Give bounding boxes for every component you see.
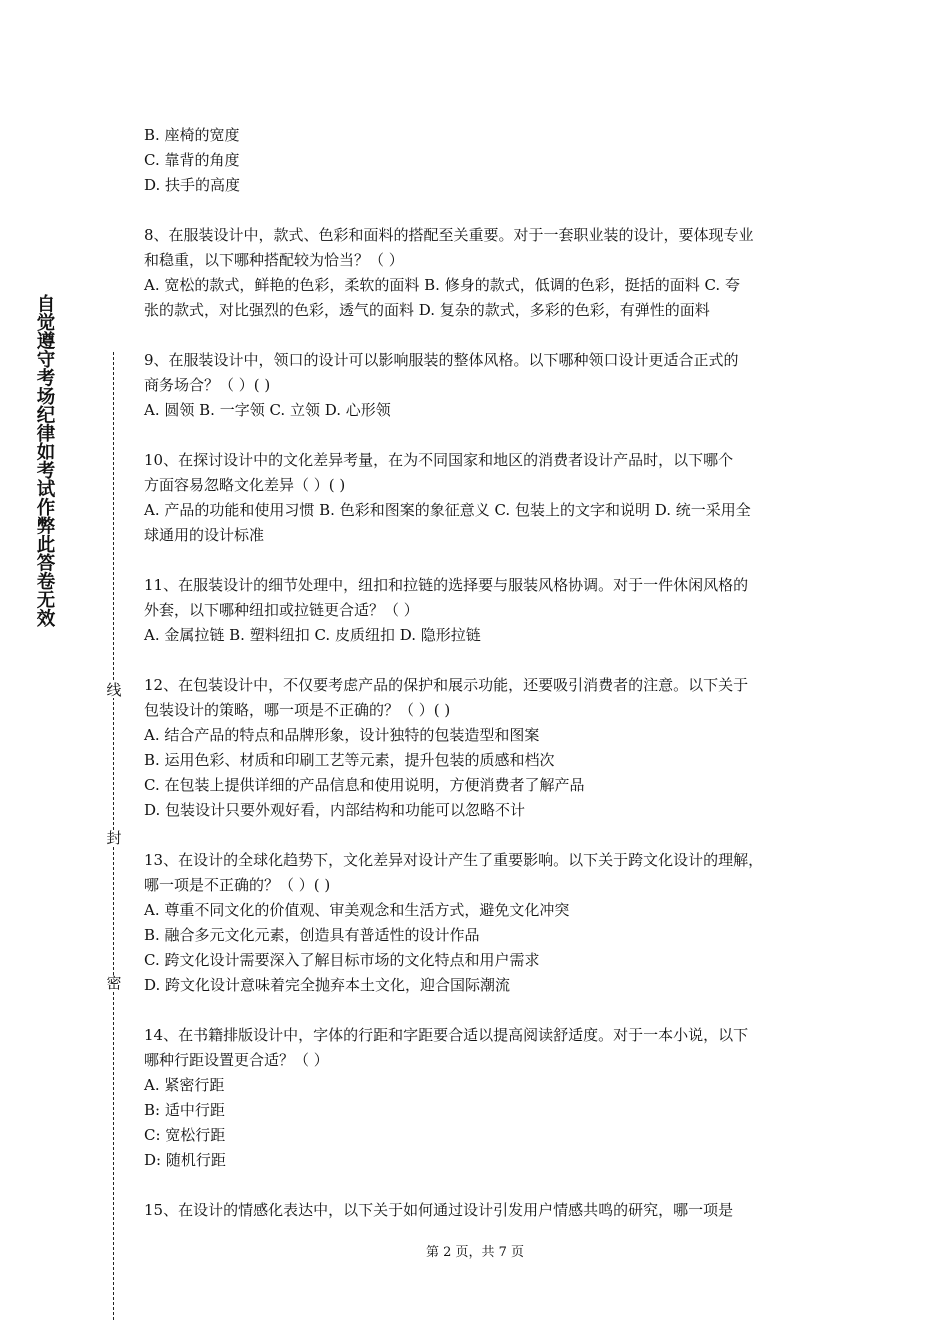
text-line: D. 扶手的高度 xyxy=(144,176,241,194)
text-line: C. 靠背的角度 xyxy=(144,151,240,169)
paragraph-gap xyxy=(144,648,824,673)
text-line: B. 座椅的宽度 xyxy=(144,126,240,144)
text-line: C. 在包装上提供详细的产品信息和使用说明，方便消费者了解产品 xyxy=(144,776,585,794)
text-line: 商务场合？（ ）( ) xyxy=(144,376,271,394)
text-line: D. 包装设计只要外观好看，内部结构和功能可以忽略不计 xyxy=(144,801,526,819)
text-line: A. 宽松的款式，鲜艳的色彩，柔软的面料 B. 修身的款式，低调的色彩，挺括的面料 C. 夸 xyxy=(144,276,740,294)
text-line: 包装设计的策略，哪一项是不正确的？（ ）( ) xyxy=(144,701,451,719)
paragraph-gap xyxy=(144,1173,824,1198)
text-line: 和稳重，以下哪种搭配较为恰当？（ ） xyxy=(144,251,404,269)
text-line: 外套，以下哪种纽扣或拉链更合适？（ ） xyxy=(144,601,419,619)
text-line: 9、在服装设计中，领口的设计可以影响服装的整体风格。以下哪种领口设计更适合正式的 xyxy=(144,351,739,369)
text-line: A. 紧密行距 xyxy=(144,1076,225,1094)
paragraph-gap xyxy=(144,823,824,848)
seal-char-xian: 线 xyxy=(106,681,122,699)
text-line: A. 金属拉链 B. 塑料纽扣 C. 皮质纽扣 D. 隐形拉链 xyxy=(144,626,481,644)
text-line: 14、在书籍排版设计中，字体的行距和字距要合适以提高阅读舒适度。对于一本小说，以下 xyxy=(144,1026,749,1044)
text-line: 10、在探讨设计中的文化差异考量，在为不同国家和地区的消费者设计产品时，以下哪个 xyxy=(144,451,734,469)
text-line: C: 宽松行距 xyxy=(144,1126,226,1144)
paragraph-gap xyxy=(144,548,824,573)
text-line: C. 跨文化设计需要深入了解目标市场的文化特点和用户需求 xyxy=(144,951,540,969)
text-line: A. 圆领 B. 一字领 C. 立领 D. 心形领 xyxy=(144,401,391,419)
page-number-footer: 第 2 页，共 7 页 xyxy=(425,1245,525,1260)
text-line: B: 适中行距 xyxy=(144,1101,225,1119)
text-line: A. 产品的功能和使用习惯 B. 色彩和图案的象征意义 C. 包装上的文字和说明 D. 统一采用全 xyxy=(144,501,751,519)
text-line: 张的款式，对比强烈的色彩，透气的面料 D. 复杂的款式，多彩的色彩，有弹性的面料 xyxy=(144,301,710,319)
text-line: 方面容易忽略文化差异（ ）( ) xyxy=(144,476,346,494)
text-line: 13、在设计的全球化趋势下，文化差异对设计产生了重要影响。以下关于跨文化设计的理解， xyxy=(144,851,764,869)
text-line: B. 融合多元文化元素，创造具有普适性的设计作品 xyxy=(144,926,480,944)
text-line: D. 跨文化设计意味着完全抛弃本土文化，迎合国际潮流 xyxy=(144,976,511,994)
seal-char-mi: 密 xyxy=(106,974,122,992)
paragraph-gap xyxy=(144,198,824,223)
text-line: 哪一项是不正确的？（ ）( ) xyxy=(144,876,331,894)
paragraph-gap xyxy=(144,998,824,1023)
text-line: 8、在服装设计中，款式、色彩和面料的搭配至关重要。对于一套职业装的设计，要体现专业 xyxy=(144,226,754,244)
text-line: 11、在服装设计的细节处理中，纽扣和拉链的选择要与服装风格协调。对于一件休闲风格的 xyxy=(144,576,749,594)
text-line: 15、在设计的情感化表达中，以下关于如何通过设计引发用户情感共鸣的研究，哪一项是 xyxy=(144,1201,734,1219)
paragraph-gap xyxy=(144,423,824,448)
text-line: A. 结合产品的特点和品牌形象，设计独特的包装造型和图案 xyxy=(144,726,540,744)
text-line: A. 尊重不同文化的价值观、审美观念和生活方式，避免文化冲突 xyxy=(144,901,570,919)
document-body xyxy=(144,123,824,1223)
paragraph-gap xyxy=(144,323,824,348)
side-warning-text: 自觉遵守考场纪律如考试作弊此答卷无效 xyxy=(34,294,55,627)
text-line: 哪种行距设置更合适？（ ） xyxy=(144,1051,329,1069)
text-line: 球通用的设计标准 xyxy=(144,526,265,544)
text-line: B. 运用色彩、材质和印刷工艺等元素，提升包装的质感和档次 xyxy=(144,751,555,769)
seal-char-feng: 封 xyxy=(106,829,122,847)
text-line: 12、在包装设计中，不仅要考虑产品的保护和展示功能，还要吸引消费者的注意。以下关于 xyxy=(144,676,749,694)
text-line: D: 随机行距 xyxy=(144,1151,226,1169)
